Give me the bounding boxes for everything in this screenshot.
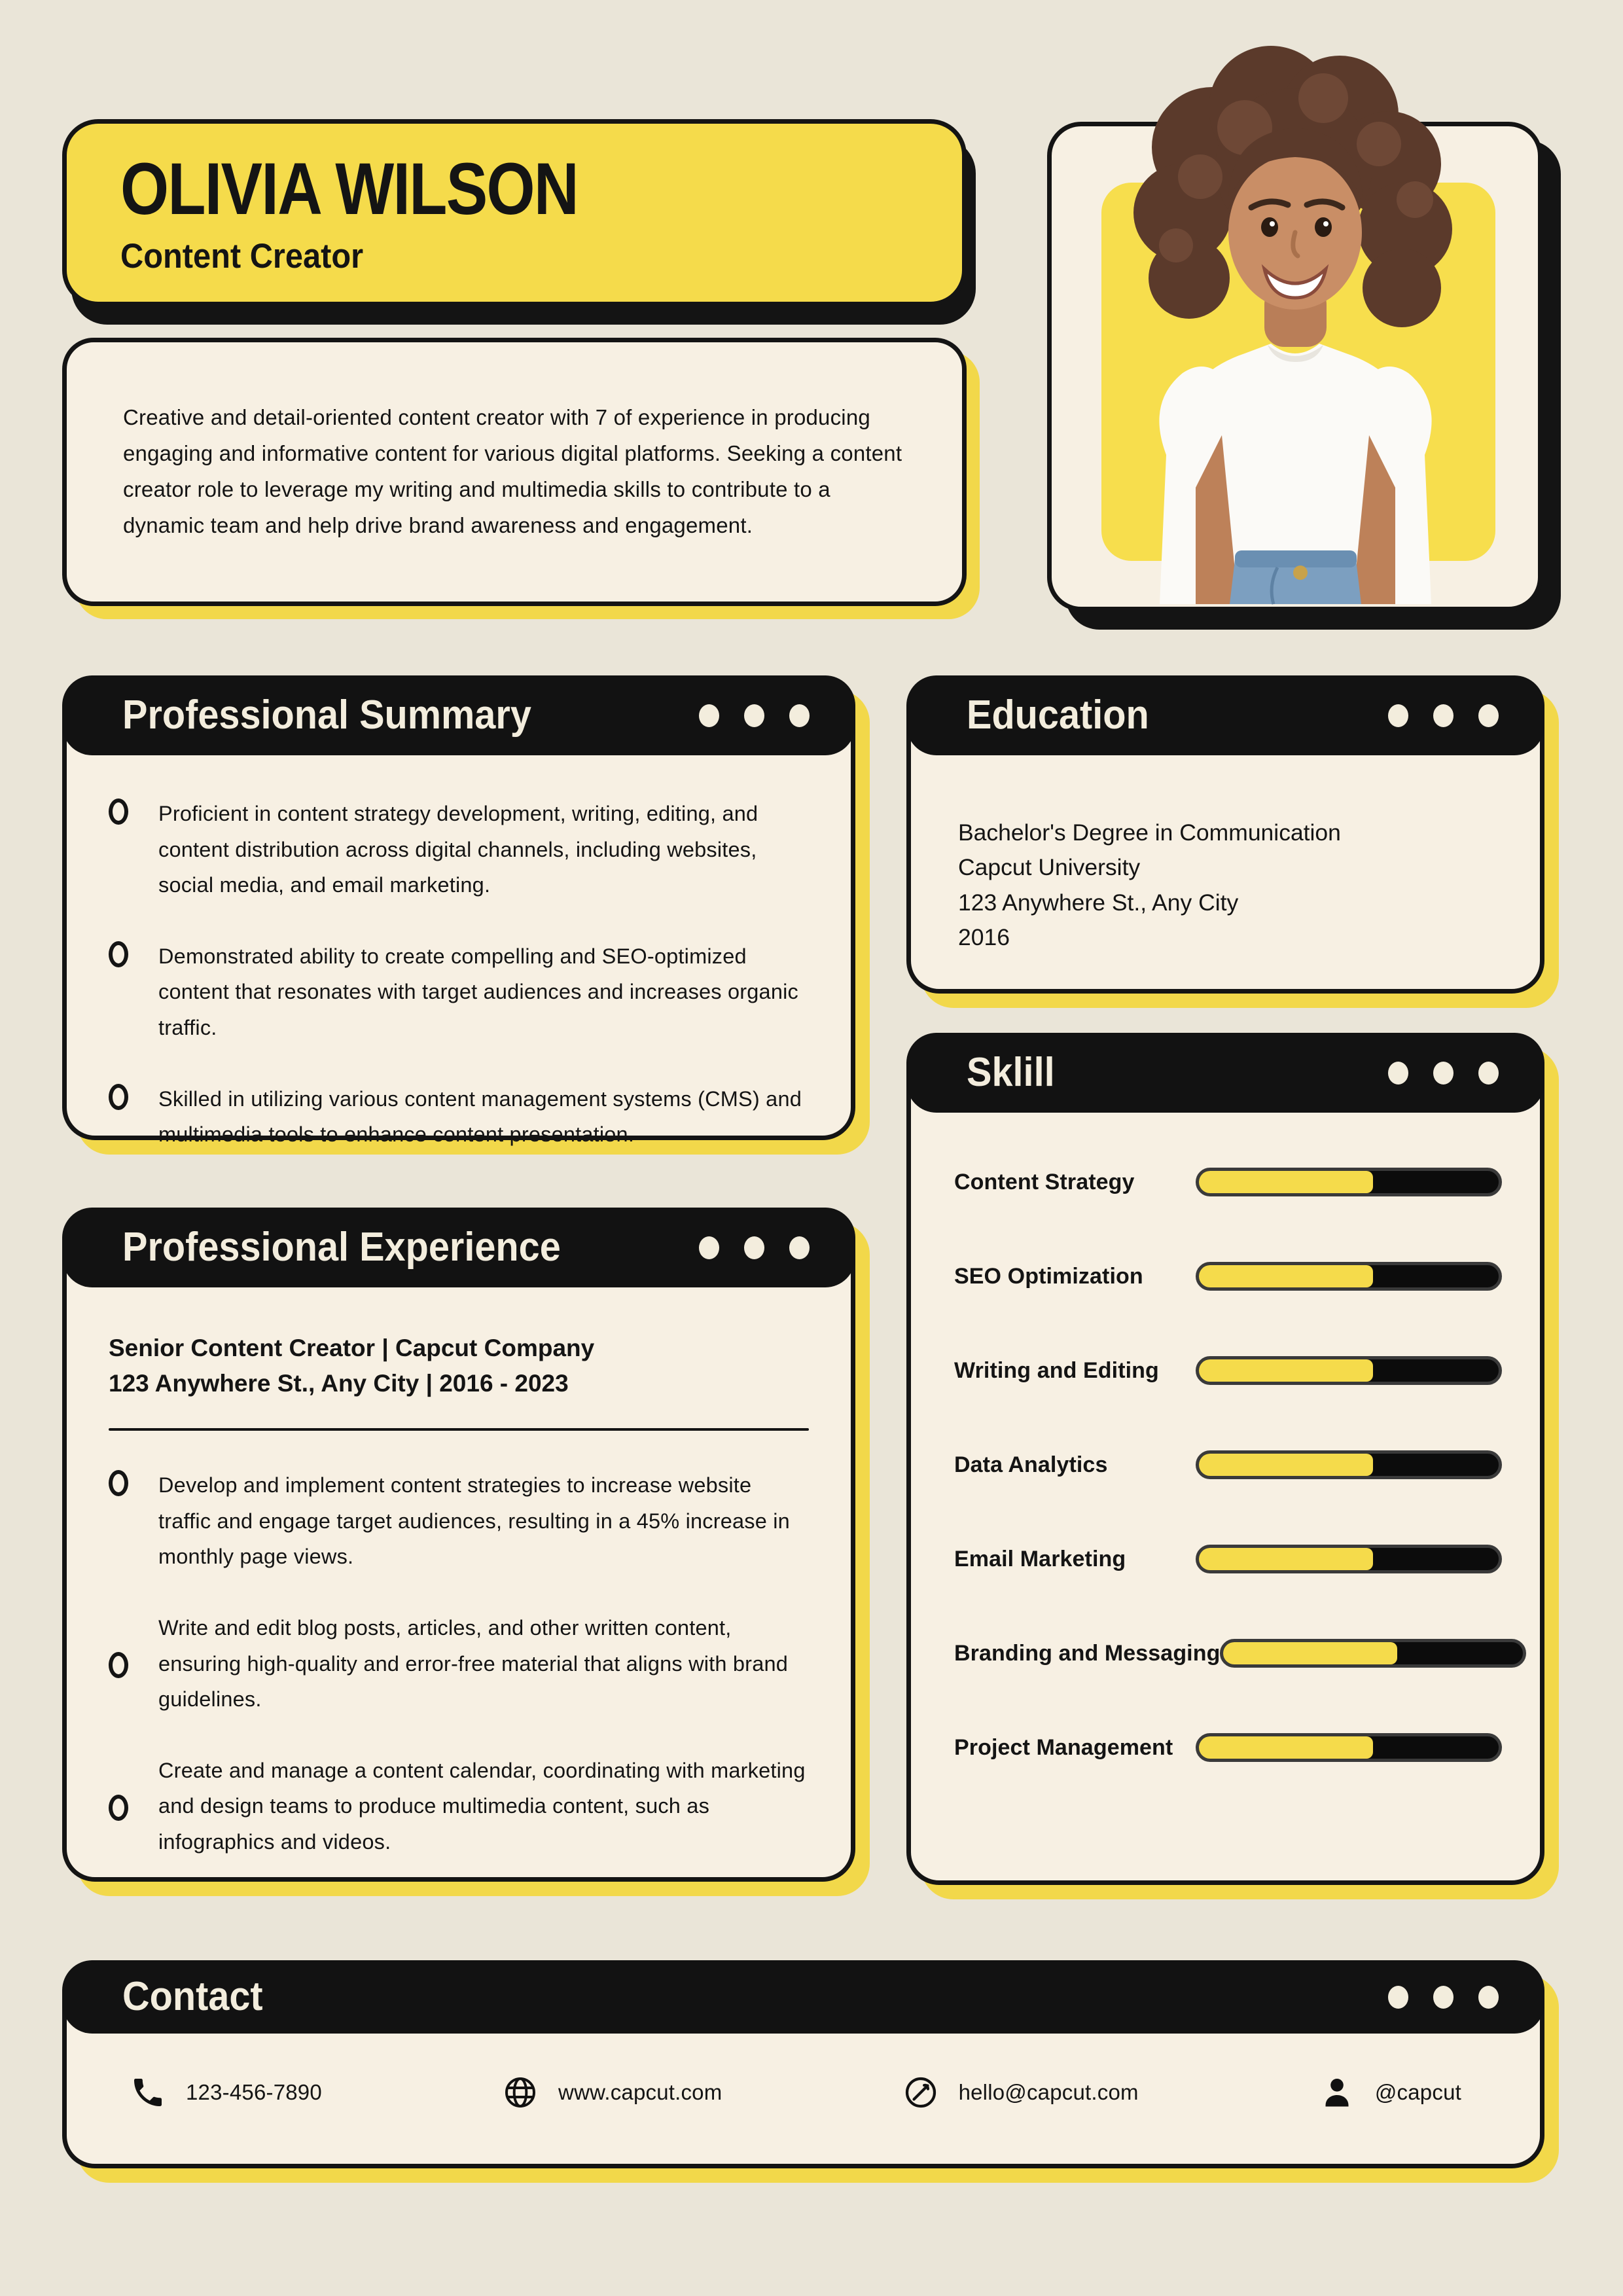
skill-label: Content Strategy bbox=[954, 1169, 1135, 1194]
education-school: Capcut University bbox=[958, 854, 1141, 881]
contact-header bbox=[62, 1960, 1544, 2034]
contact-card bbox=[62, 1960, 1544, 2168]
summary-bullet bbox=[109, 939, 808, 1046]
skill-row bbox=[954, 1733, 1502, 1762]
bullet-circle-icon bbox=[109, 1470, 128, 1496]
window-dot-icon bbox=[1388, 704, 1408, 727]
window-dots bbox=[1388, 1986, 1499, 2009]
skill-progress-bar bbox=[1196, 1356, 1502, 1385]
skill-row bbox=[954, 1262, 1502, 1291]
experience-divider bbox=[109, 1428, 809, 1431]
summary-bullet-text: Demonstrated ability to create compelling and SEO-optimized content that resonates with target audiences and increases organic traffic. bbox=[158, 944, 798, 1039]
window-dot-icon bbox=[699, 704, 719, 727]
window-dot-icon bbox=[1388, 1986, 1408, 2009]
profile-intro-card bbox=[62, 338, 967, 606]
name-banner bbox=[62, 119, 967, 306]
contact-social-text: @capcut bbox=[1374, 2080, 1461, 2104]
contact-social bbox=[1319, 2074, 1461, 2111]
person-role: Content Creator bbox=[120, 236, 364, 276]
skill-row bbox=[954, 1639, 1502, 1668]
summary-bullet bbox=[109, 1081, 808, 1153]
experience-meta: 123 Anywhere St., Any City | 2016 - 2023 bbox=[109, 1369, 569, 1397]
profile-intro-text: Creative and detail-oriented content creator with 7 of experience in producing engaging and informative content for various digital platforms. Seeking a content creator role to leverage my writing and multimedia skills to contribute to a dynamic team and help drive brand awareness and engagement. bbox=[123, 405, 902, 537]
education-card bbox=[906, 675, 1544, 994]
window-dot-icon bbox=[789, 704, 810, 727]
experience-bullet-text: Write and edit blog posts, articles, and other written content, ensuring high-quality and error-free material that aligns with brand guidelines. bbox=[158, 1616, 789, 1712]
professional-experience-title: Professional Experience bbox=[122, 1225, 561, 1270]
window-dot-icon bbox=[744, 704, 764, 727]
skill-progress-bar bbox=[1196, 1450, 1502, 1479]
skill-progress-fill bbox=[1199, 1359, 1373, 1382]
education-header bbox=[906, 675, 1544, 755]
skill-label: SEO Optimization bbox=[954, 1263, 1143, 1289]
globe-icon bbox=[502, 2074, 539, 2111]
skill-progress-fill bbox=[1199, 1265, 1373, 1287]
window-dot-icon bbox=[1388, 1062, 1408, 1085]
bullet-circle-icon bbox=[109, 1795, 128, 1821]
bullet-circle-icon bbox=[109, 1084, 128, 1110]
skill-row bbox=[954, 1545, 1502, 1573]
skill-progress-fill bbox=[1199, 1736, 1373, 1759]
education-address: 123 Anywhere St., Any City bbox=[958, 889, 1239, 916]
professional-experience-header bbox=[62, 1208, 855, 1287]
window-dots bbox=[1388, 704, 1499, 727]
skill-progress-bar bbox=[1196, 1545, 1502, 1573]
experience-role: Senior Content Creator | Capcut Company bbox=[109, 1335, 595, 1361]
window-dots bbox=[699, 1236, 810, 1259]
person-name: OLIVIA WILSON bbox=[120, 147, 578, 230]
skill-progress-fill bbox=[1199, 1548, 1373, 1570]
bullet-circle-icon bbox=[109, 798, 128, 825]
bullet-circle-icon bbox=[109, 941, 128, 967]
professional-summary-card bbox=[62, 675, 855, 1147]
experience-bullet bbox=[109, 1753, 809, 1860]
experience-bullet bbox=[109, 1610, 809, 1717]
window-dot-icon bbox=[699, 1236, 719, 1259]
contact-website-text: www.capcut.com bbox=[558, 2080, 722, 2104]
professional-summary-header bbox=[62, 675, 855, 755]
profile-photo-illustration bbox=[1048, 36, 1543, 615]
bullet-circle-icon bbox=[109, 1652, 128, 1678]
window-dot-icon bbox=[1433, 1986, 1454, 2009]
window-dots bbox=[1388, 1062, 1499, 1085]
skill-label: Branding and Messaging bbox=[954, 1640, 1221, 1666]
skill-progress-fill bbox=[1199, 1171, 1373, 1193]
contact-phone-text: 123-456-7890 bbox=[186, 2080, 322, 2104]
professional-experience-card bbox=[62, 1208, 855, 1882]
skill-label: Project Management bbox=[954, 1734, 1173, 1760]
skill-label: Email Marketing bbox=[954, 1546, 1126, 1571]
education-title: Education bbox=[967, 692, 1149, 738]
window-dot-icon bbox=[1433, 1062, 1454, 1085]
skill-label: Data Analytics bbox=[954, 1452, 1108, 1477]
contact-title: Contact bbox=[122, 1974, 263, 2019]
person-icon bbox=[1319, 2074, 1355, 2111]
link-icon bbox=[902, 2074, 939, 2111]
skill-progress-bar bbox=[1196, 1733, 1502, 1762]
education-degree: Bachelor's Degree in Communication bbox=[958, 819, 1341, 846]
experience-bullet bbox=[109, 1467, 809, 1575]
skill-progress-fill bbox=[1223, 1642, 1397, 1664]
window-dot-icon bbox=[1478, 1986, 1499, 2009]
window-dot-icon bbox=[1478, 1062, 1499, 1085]
experience-bullet-text: Create and manage a content calendar, coordinating with marketing and design teams to produce multimedia content, such as infographics and videos. bbox=[158, 1758, 806, 1854]
skills-header bbox=[906, 1033, 1544, 1113]
profile-photo-card bbox=[1047, 122, 1543, 611]
skill-progress-bar bbox=[1196, 1168, 1502, 1196]
window-dot-icon bbox=[1478, 704, 1499, 727]
skill-label: Writing and Editing bbox=[954, 1357, 1159, 1383]
skill-row bbox=[954, 1450, 1502, 1479]
contact-email-text: hello@capcut.com bbox=[958, 2080, 1139, 2104]
contact-website bbox=[502, 2074, 722, 2111]
window-dot-icon bbox=[744, 1236, 764, 1259]
education-year: 2016 bbox=[958, 924, 1010, 950]
skills-card bbox=[906, 1033, 1544, 1885]
skill-row bbox=[954, 1356, 1502, 1385]
contact-phone bbox=[130, 2074, 322, 2111]
skill-row bbox=[954, 1168, 1502, 1196]
window-dot-icon bbox=[789, 1236, 810, 1259]
professional-summary-title: Professional Summary bbox=[122, 692, 531, 738]
summary-bullet-text: Skilled in utilizing various content management systems (CMS) and multimedia tools to enhance content presentation. bbox=[158, 1086, 802, 1147]
window-dot-icon bbox=[1433, 704, 1454, 727]
summary-bullet-text: Proficient in content strategy development, writing, editing, and content distribution across digital channels, including websites, social media, and email marketing. bbox=[158, 802, 758, 897]
experience-bullet-text: Develop and implement content strategies to increase website traffic and engage target audiences, resulting in a 45% increase in monthly page views. bbox=[158, 1473, 790, 1569]
window-dots bbox=[699, 704, 810, 727]
skills-title: Sklill bbox=[967, 1050, 1055, 1095]
skill-progress-bar bbox=[1196, 1262, 1502, 1291]
skill-progress-bar bbox=[1220, 1639, 1526, 1668]
phone-icon bbox=[130, 2074, 166, 2111]
contact-email bbox=[902, 2074, 1139, 2111]
skill-progress-fill bbox=[1199, 1454, 1373, 1476]
summary-bullet bbox=[109, 796, 808, 903]
